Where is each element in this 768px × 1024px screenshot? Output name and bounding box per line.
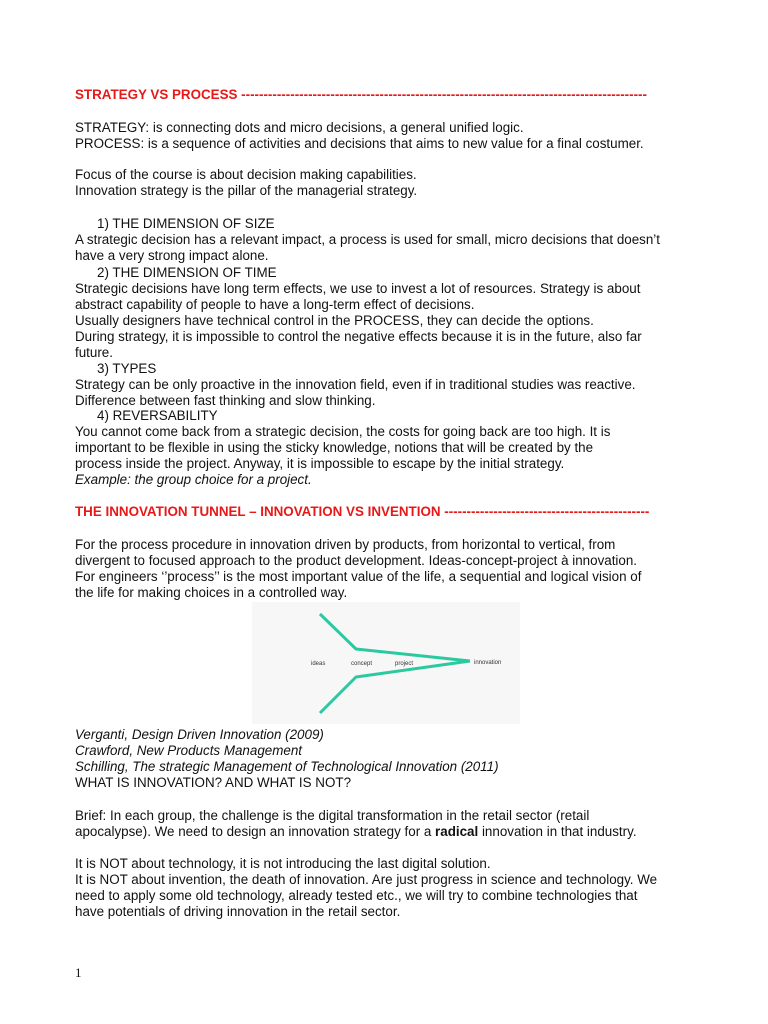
- innovation-tunnel-diagram: [252, 602, 520, 724]
- list-item-label-types: 3) TYPES: [97, 361, 157, 376]
- paragraph-line: process inside the project. Anyway, it is impossible to escape by the initial strategy.: [75, 456, 565, 471]
- diagram-label-concept: concept: [351, 661, 373, 667]
- paragraph-line: You cannot come back from a strategic decision, the costs for going back are too high. It is: [75, 424, 611, 439]
- paragraph-line: have potentials of driving innovation in the retail sector.: [75, 904, 401, 919]
- process-definition: PROCESS: is a sequence of activities and decisions that aims to new value for a final costumer.: [75, 136, 644, 151]
- reference-item: Schilling, The strategic Management of Technological Innovation (2011): [75, 759, 499, 774]
- paragraph-line: abstract capability of people to have a long-term effect of decisions.: [75, 297, 475, 312]
- paragraph-line: important to be flexible in using the sticky knowledge, notions that will be created by the: [75, 440, 594, 455]
- diagram-label-innovation: innovation: [474, 660, 502, 666]
- focus-text: Focus of the course is about decision making capabilities.: [75, 167, 417, 182]
- strategy-definition: STRATEGY: is connecting dots and micro decisions, a general unified logic.: [75, 120, 524, 135]
- paragraph-line: It is NOT about invention, the death of innovation. Are just progress in science and technology. We: [75, 872, 658, 887]
- brief-line: [75, 824, 637, 840]
- paragraph-line: future.: [75, 345, 113, 360]
- section-heading-strategy-vs-process: STRATEGY VS PROCESS -------------------------------------------------------------------------------------------: [75, 87, 647, 102]
- paragraph-line: During strategy, it is impossible to control the negative effects because it is in the future, also far: [75, 329, 642, 344]
- paragraph-line: Strategic decisions have long term effects, we use to invest a lot of resources. Strategy is about: [75, 281, 641, 296]
- paragraph-line: the life for making choices in a controlled way.: [75, 585, 348, 600]
- section-heading-innovation-tunnel: THE INNOVATION TUNNEL – INNOVATION VS INVENTION ----------------------------------------------: [75, 504, 650, 519]
- list-item-label-time: 2) THE DIMENSION OF TIME: [97, 265, 277, 280]
- paragraph-line: need to apply some old technology, already tested etc., we will try to combine technologies that: [75, 888, 638, 903]
- paragraph-line: divergent to focused approach to the product development. Ideas-concept-project à innovation.: [75, 553, 638, 568]
- page-number: 1: [75, 965, 82, 980]
- list-item-label-size: 1) THE DIMENSION OF SIZE: [97, 216, 275, 231]
- paragraph-line: have a very strong impact alone.: [75, 248, 269, 263]
- pillar-text: Innovation strategy is the pillar of the managerial strategy.: [75, 183, 418, 198]
- paragraph-line: Difference between fast thinking and slow thinking.: [75, 393, 376, 408]
- paragraph-line: A strategic decision has a relevant impact, a process is used for small, micro decisions that doesn’t: [75, 232, 660, 247]
- brief-emphasis-radical: radical: [435, 824, 479, 839]
- list-item-label-reversability: 4) REVERSABILITY: [97, 408, 218, 423]
- example-text: Example: the group choice for a project.: [75, 472, 312, 487]
- paragraph-line: For the process procedure in innovation driven by products, from horizontal to vertical, from: [75, 537, 616, 552]
- paragraph-line: Strategy can be only proactive in the innovation field, even if in traditional studies was reactive.: [75, 377, 636, 392]
- reference-item: Verganti, Design Driven Innovation (2009): [75, 727, 324, 742]
- diagram-label-ideas: ideas: [311, 661, 326, 667]
- paragraph-line: For engineers ‘’process’’ is the most important value of the life, a sequential and logical vision of: [75, 569, 642, 584]
- brief-text: apocalypse). We need to design an innovation strategy for a: [75, 824, 436, 839]
- brief-text: innovation in that industry.: [478, 824, 637, 839]
- brief-line: Brief: In each group, the challenge is the digital transformation in the retail sector (retail: [75, 808, 590, 823]
- question-heading: WHAT IS INNOVATION? AND WHAT IS NOT?: [75, 775, 352, 790]
- paragraph-line: Usually designers have technical control in the PROCESS, they can decide the options.: [75, 313, 594, 328]
- reference-item: Crawford, New Products Management: [75, 743, 302, 758]
- diagram-label-project: project: [395, 661, 414, 667]
- paragraph-line: It is NOT about technology, it is not introducing the last digital solution.: [75, 856, 491, 871]
